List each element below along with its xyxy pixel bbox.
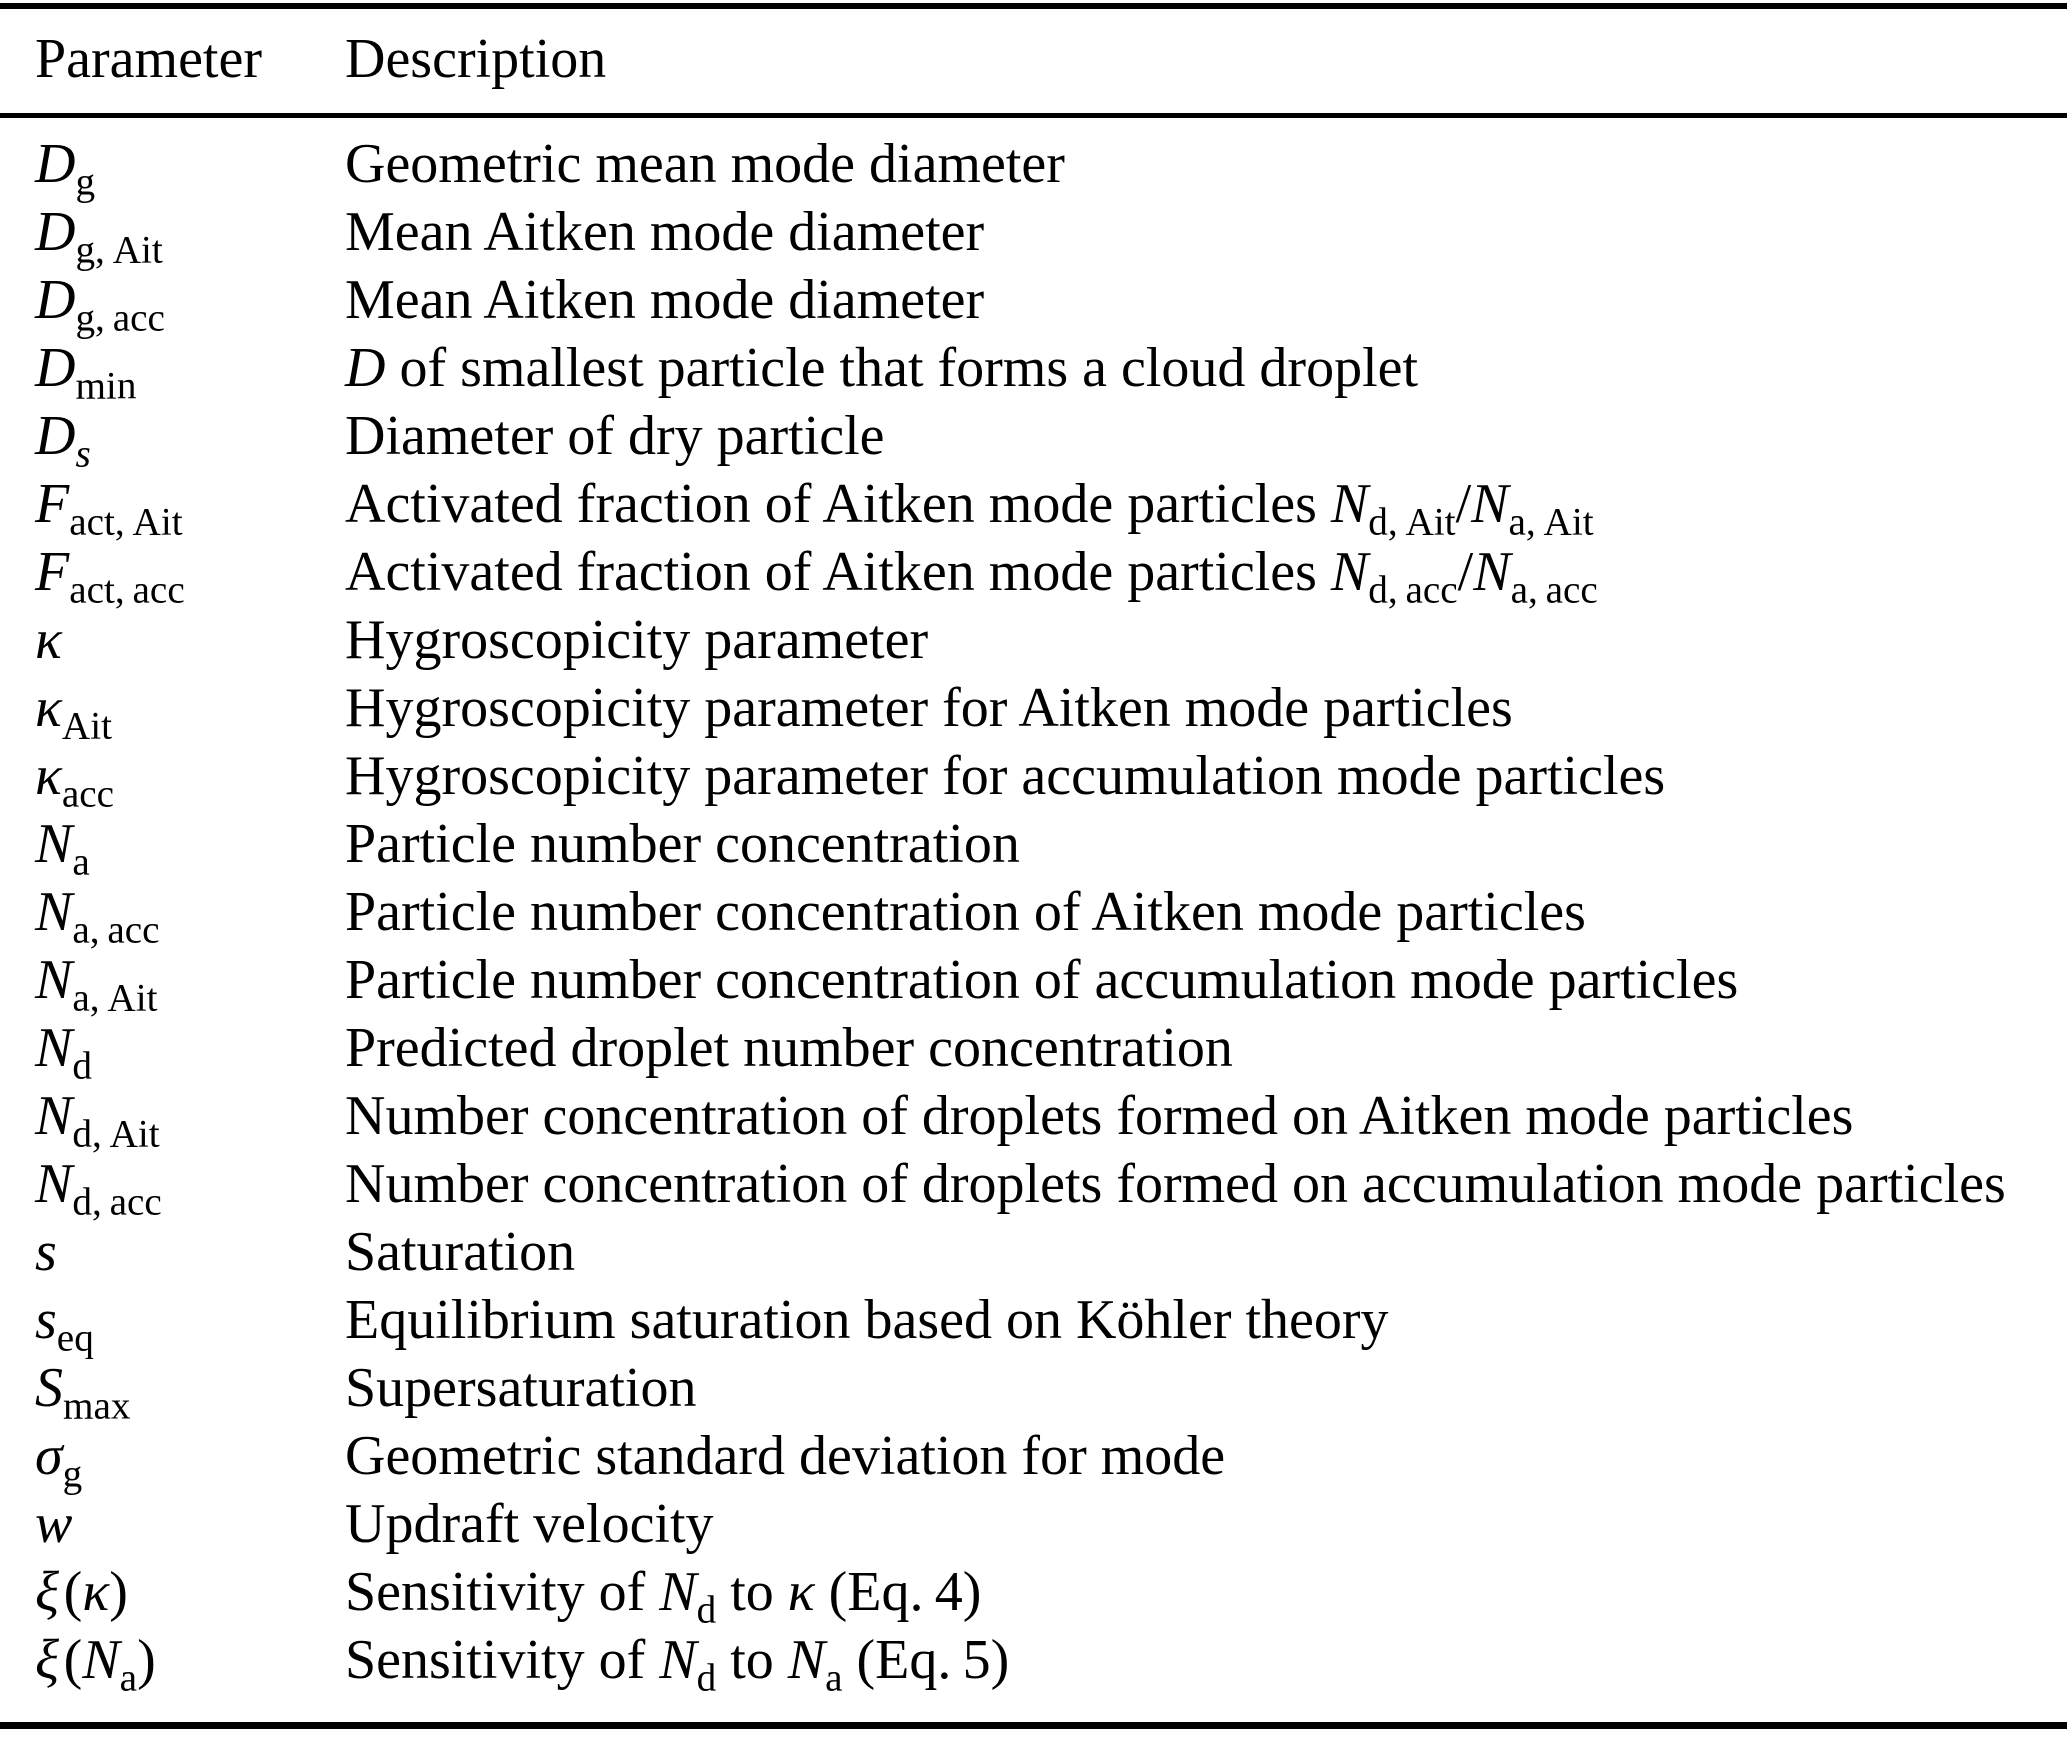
parameter-cell bbox=[35, 538, 345, 612]
description-cell bbox=[345, 1354, 2067, 1422]
text-segment: N bbox=[35, 1085, 73, 1147]
text-segment: to bbox=[716, 1561, 788, 1623]
text-segment: D bbox=[345, 337, 386, 399]
text-segment: to bbox=[716, 1629, 788, 1691]
math-subscript: g, acc bbox=[75, 296, 165, 340]
parameter-cell bbox=[35, 1422, 345, 1496]
math-subscript: Ait bbox=[61, 704, 112, 748]
table-row bbox=[35, 810, 2067, 884]
text-segment: Saturation bbox=[345, 1221, 576, 1283]
description-cell bbox=[345, 810, 2067, 878]
math-subscript: max bbox=[63, 1384, 131, 1428]
text-segment: N bbox=[35, 1017, 73, 1079]
description-cell bbox=[345, 1422, 2067, 1490]
parameter-cell bbox=[35, 810, 345, 884]
text-segment: κ bbox=[35, 677, 62, 739]
parameter-cell bbox=[35, 606, 345, 674]
table-row bbox=[35, 606, 2067, 674]
text-segment: Mean Aitken mode diameter bbox=[345, 269, 985, 331]
text-segment: N bbox=[1471, 473, 1509, 535]
text-segment: D bbox=[35, 405, 76, 467]
text-segment: w bbox=[35, 1493, 73, 1555]
text-segment: Hygroscopicity parameter bbox=[345, 609, 929, 671]
table-row bbox=[35, 1014, 2067, 1088]
description-cell bbox=[345, 334, 2067, 402]
description-cell bbox=[345, 538, 2067, 612]
text-segment: N bbox=[659, 1561, 697, 1623]
text-segment: N bbox=[35, 881, 73, 943]
text-segment: D bbox=[35, 337, 76, 399]
math-subscript: a bbox=[119, 1656, 138, 1700]
parameter-cell bbox=[35, 130, 345, 204]
text-segment: Particle number concentration of accumulation mode particles bbox=[345, 949, 1739, 1011]
text-segment: s bbox=[35, 1289, 57, 1351]
description-cell bbox=[345, 1150, 2067, 1218]
text-segment: Number concentration of droplets formed on Aitken mode particles bbox=[345, 1085, 1854, 1147]
description-cell bbox=[345, 1490, 2067, 1558]
math-subscript: d, Ait bbox=[1368, 500, 1456, 544]
text-segment: Updraft velocity bbox=[345, 1493, 714, 1555]
text-segment: κ bbox=[35, 609, 62, 671]
math-subscript: act, Ait bbox=[69, 500, 183, 544]
column-header-parameter: Parameter bbox=[35, 28, 262, 90]
text-segment: N bbox=[1330, 541, 1369, 603]
text-segment: N bbox=[1473, 541, 1511, 603]
math-subscript: d, acc bbox=[1368, 568, 1458, 612]
math-subscript: act, acc bbox=[69, 568, 185, 612]
text-segment: N bbox=[35, 949, 73, 1011]
text-segment: Predicted droplet number concentration bbox=[345, 1017, 1233, 1079]
table-row bbox=[35, 130, 2067, 204]
math-subscript: d, acc bbox=[72, 1180, 162, 1224]
description-cell bbox=[345, 198, 2067, 266]
text-segment: D bbox=[35, 201, 76, 263]
description-cell bbox=[345, 1218, 2067, 1286]
description-cell bbox=[345, 742, 2067, 810]
parameter-cell bbox=[35, 402, 345, 476]
table-row bbox=[35, 266, 2067, 340]
description-cell bbox=[345, 130, 2067, 198]
text-segment: S bbox=[35, 1357, 63, 1419]
bottom-rule bbox=[0, 1722, 2067, 1729]
table-row bbox=[35, 1286, 2067, 1360]
math-subscript: g, Ait bbox=[75, 228, 163, 272]
text-segment: κ bbox=[35, 745, 62, 807]
text-segment: F bbox=[35, 541, 70, 603]
description-cell bbox=[345, 1082, 2067, 1150]
math-subscript: d, Ait bbox=[72, 1112, 160, 1156]
text-segment: Activated fraction of Aitken mode particles bbox=[345, 541, 1331, 603]
text-segment: κ bbox=[787, 1561, 815, 1623]
text-segment: ξ bbox=[35, 1561, 59, 1623]
description-cell bbox=[345, 606, 2067, 674]
text-segment: N bbox=[82, 1629, 120, 1691]
text-segment: σ bbox=[35, 1425, 63, 1487]
table-header bbox=[0, 9, 2067, 113]
description-cell bbox=[345, 878, 2067, 946]
table-row bbox=[35, 1354, 2067, 1428]
table-row bbox=[35, 1082, 2067, 1156]
description-cell bbox=[345, 1286, 2067, 1354]
text-segment: of smallest particle that forms a cloud droplet bbox=[385, 337, 1419, 399]
table-row bbox=[35, 402, 2067, 476]
math-subscript: acc bbox=[61, 772, 115, 816]
text-segment: N bbox=[35, 1153, 73, 1215]
text-segment: ( bbox=[58, 1629, 83, 1691]
math-subscript: min bbox=[75, 364, 137, 408]
text-segment: D bbox=[35, 269, 76, 331]
parameter-cell bbox=[35, 742, 345, 816]
description-cell bbox=[345, 402, 2067, 470]
text-segment: / bbox=[1455, 473, 1472, 535]
math-subscript: a bbox=[72, 840, 90, 884]
text-segment: (Eq. 4) bbox=[814, 1561, 982, 1623]
text-segment: ( bbox=[58, 1561, 83, 1623]
math-subscript: a, Ait bbox=[72, 976, 158, 1020]
table-row bbox=[35, 878, 2067, 952]
table-row bbox=[35, 1422, 2067, 1496]
table-row bbox=[35, 946, 2067, 1020]
parameter-cell bbox=[35, 878, 345, 952]
parameter-cell bbox=[35, 1014, 345, 1088]
text-segment: Mean Aitken mode diameter bbox=[345, 201, 985, 263]
text-segment: ) bbox=[109, 1561, 128, 1623]
description-cell bbox=[345, 1626, 2067, 1700]
description-cell bbox=[345, 946, 2067, 1014]
table-row bbox=[35, 198, 2067, 272]
text-segment: Sensitivity of bbox=[345, 1629, 660, 1691]
math-subscript: s bbox=[75, 432, 91, 476]
text-segment: Diameter of dry particle bbox=[345, 405, 885, 467]
math-subscript: eq bbox=[56, 1316, 94, 1360]
text-segment: Particle number concentration of Aitken mode particles bbox=[345, 881, 1586, 943]
math-subscript: a, Ait bbox=[1508, 500, 1594, 544]
parameter-cell bbox=[35, 1626, 345, 1700]
table-row bbox=[35, 1626, 2067, 1700]
description-cell bbox=[345, 1014, 2067, 1082]
text-segment: Hygroscopicity parameter for accumulation mode particles bbox=[345, 745, 1666, 807]
description-cell bbox=[345, 266, 2067, 334]
text-segment: Geometric standard deviation for mode bbox=[345, 1425, 1226, 1487]
text-segment: Particle number concentration bbox=[345, 813, 1020, 875]
table-row bbox=[35, 1490, 2067, 1558]
text-segment: Supersaturation bbox=[345, 1357, 697, 1419]
math-subscript: d bbox=[696, 1656, 717, 1700]
table-row bbox=[35, 674, 2067, 748]
text-segment: N bbox=[787, 1629, 826, 1691]
table-row bbox=[35, 1218, 2067, 1286]
table-row bbox=[35, 470, 2067, 544]
parameter-cell bbox=[35, 1354, 345, 1428]
text-segment: ξ bbox=[35, 1629, 59, 1691]
column-header-description: Description bbox=[345, 28, 607, 90]
text-segment: ) bbox=[137, 1629, 156, 1691]
text-segment: Equilibrium saturation based on Köhler theory bbox=[345, 1289, 1389, 1351]
table-rows bbox=[0, 118, 2067, 1700]
parameter-cell bbox=[35, 1490, 345, 1558]
description-cell bbox=[345, 470, 2067, 544]
text-segment: D bbox=[35, 133, 76, 195]
parameter-cell bbox=[35, 470, 345, 544]
table-row bbox=[35, 538, 2067, 612]
text-segment: κ bbox=[82, 1561, 110, 1623]
text-segment: Activated fraction of Aitken mode particles bbox=[345, 473, 1331, 535]
math-subscript: a, acc bbox=[72, 908, 160, 952]
text-segment: N bbox=[1330, 473, 1369, 535]
parameter-cell bbox=[35, 1286, 345, 1360]
parameter-cell bbox=[35, 334, 345, 408]
table-row bbox=[35, 742, 2067, 816]
description-cell bbox=[345, 674, 2067, 742]
table-row bbox=[35, 1558, 2067, 1632]
text-segment: s bbox=[35, 1221, 57, 1283]
parameter-cell bbox=[35, 266, 345, 340]
text-segment: Sensitivity of bbox=[345, 1561, 660, 1623]
math-subscript: g bbox=[75, 160, 96, 204]
parameter-cell bbox=[35, 674, 345, 748]
description-cell bbox=[345, 1558, 2067, 1632]
parameter-cell bbox=[35, 1082, 345, 1156]
math-subscript: d bbox=[696, 1588, 717, 1632]
text-segment: Hygroscopicity parameter for Aitken mode particles bbox=[345, 677, 1513, 739]
text-segment: Number concentration of droplets formed on accumulation mode particles bbox=[345, 1153, 2006, 1215]
table-row bbox=[35, 334, 2067, 408]
parameter-cell bbox=[35, 1218, 345, 1286]
text-segment: N bbox=[35, 813, 73, 875]
parameter-cell bbox=[35, 1558, 345, 1626]
text-segment: Geometric mean mode diameter bbox=[345, 133, 1065, 195]
text-segment: / bbox=[1457, 541, 1474, 603]
math-subscript: g bbox=[62, 1452, 83, 1496]
parameter-cell bbox=[35, 946, 345, 1020]
text-segment: (Eq. 5) bbox=[842, 1629, 1010, 1691]
math-subscript: a, acc bbox=[1510, 568, 1598, 612]
parameter-cell bbox=[35, 1150, 345, 1224]
math-subscript: a bbox=[825, 1656, 843, 1700]
parameter-cell bbox=[35, 198, 345, 272]
text-segment: N bbox=[659, 1629, 697, 1691]
table-row bbox=[35, 1150, 2067, 1224]
math-subscript: d bbox=[72, 1044, 92, 1088]
text-segment: F bbox=[35, 473, 70, 535]
